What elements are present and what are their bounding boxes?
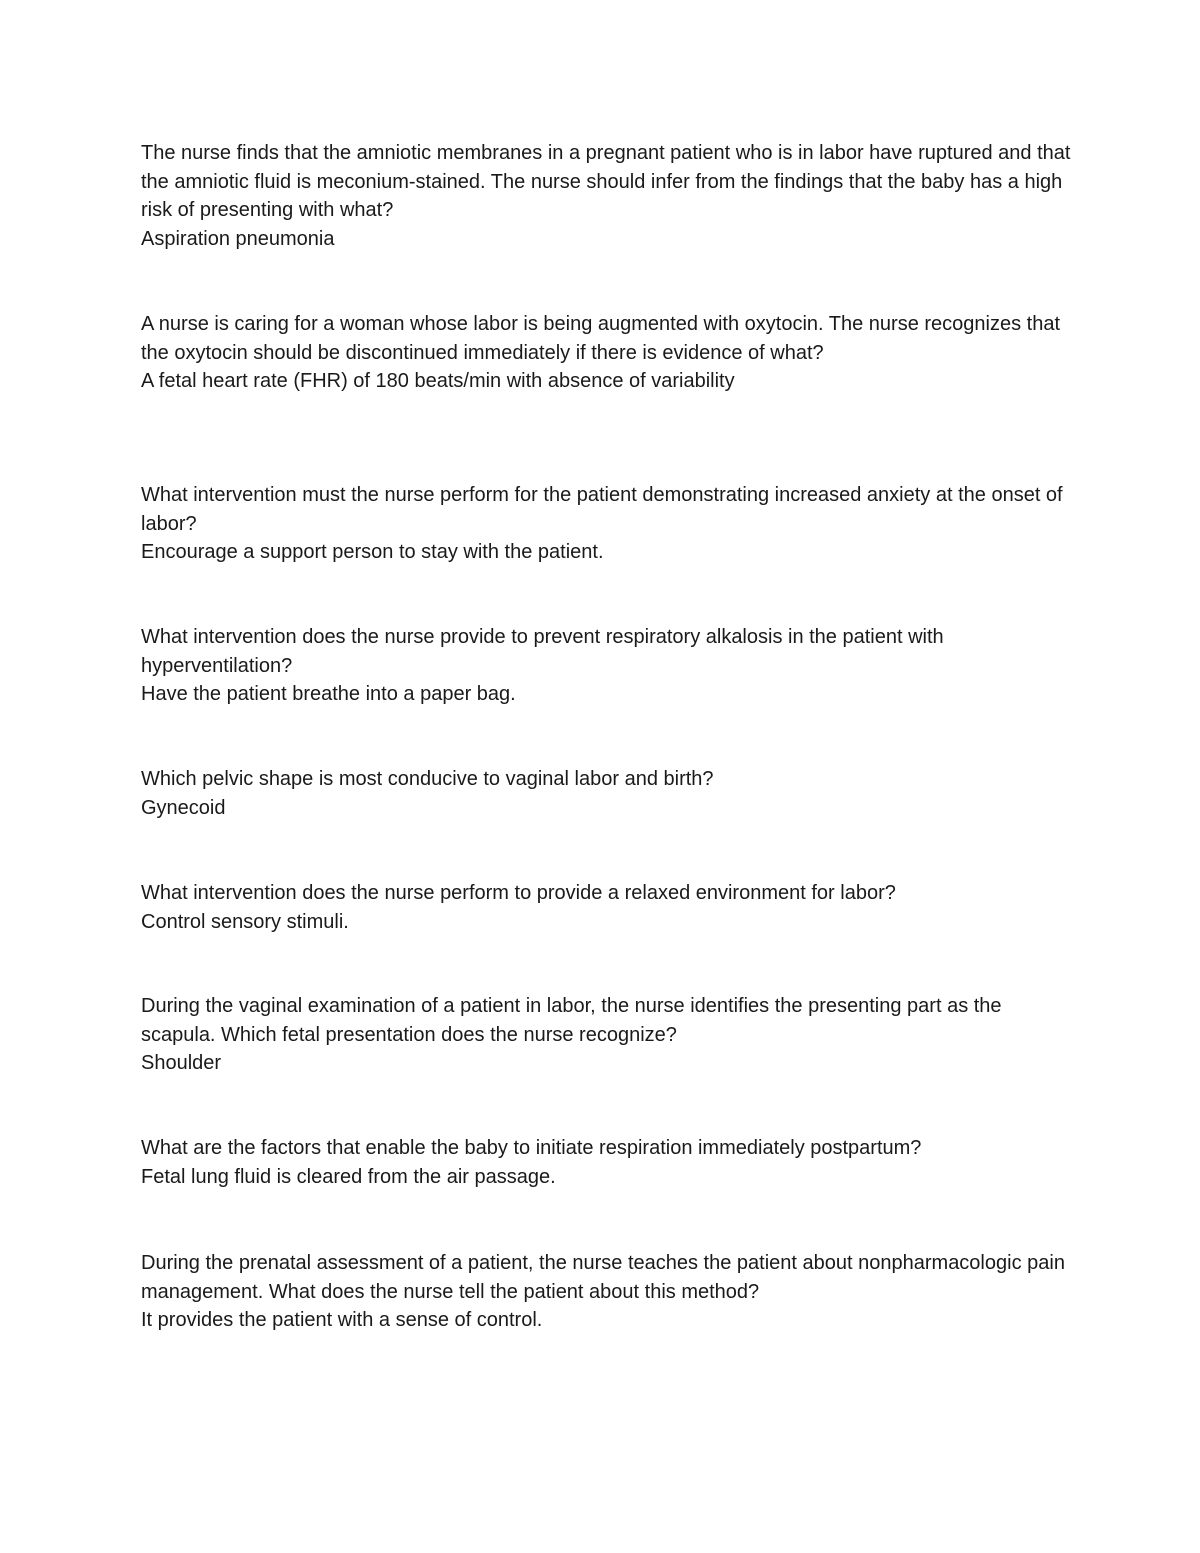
question-text: What are the factors that enable the baby to initiate respiration immediately postpartum?: [141, 1137, 922, 1159]
answer-text: Fetal lung fluid is cleared from the air passage.: [141, 1165, 556, 1188]
question-text: During the prenatal assessment of a patient, the nurse teaches the patient about nonpharmacologic pain management. What does the nurse tell the patient about this method?: [141, 1252, 1065, 1303]
qa-item-2: [141, 310, 1071, 396]
answer-text: Have the patient breathe into a paper bag.: [141, 683, 516, 706]
qa-item-1: [141, 139, 1071, 253]
question-text: What intervention does the nurse perform to provide a relaxed environment for labor?: [141, 882, 896, 904]
answer-text: Gynecoid: [141, 796, 226, 819]
answer-text: Shoulder: [141, 1052, 222, 1075]
qa-item-7: [141, 992, 1071, 1078]
qa-item-8: [141, 1134, 1071, 1191]
answer-text: Aspiration pneumonia: [141, 227, 335, 250]
answer-text: Control sensory stimuli.: [141, 910, 349, 933]
question-text: What intervention does the nurse provide to prevent respiratory alkalosis in the patient with hyperventilation?: [141, 626, 944, 677]
qa-item-5: [141, 765, 1071, 822]
question-text: What intervention must the nurse perform for the patient demonstrating increased anxiety at the onset of labor?: [141, 484, 1063, 535]
qa-item-3: [141, 481, 1071, 567]
answer-text: It provides the patient with a sense of control.: [141, 1309, 543, 1332]
question-text: Which pelvic shape is most conducive to vaginal labor and birth?: [141, 768, 714, 790]
question-text: During the vaginal examination of a patient in labor, the nurse identifies the presenting part as the scapula. Which fetal presentation does the nurse recognize?: [141, 995, 1002, 1046]
answer-text: Encourage a support person to stay with the patient.: [141, 541, 604, 564]
qa-item-4: [141, 623, 1071, 709]
qa-item-9: [141, 1249, 1071, 1335]
question-text: The nurse finds that the amniotic membranes in a pregnant patient who is in labor have ruptured and that the amniotic fluid is meconium-stained. The nurse should infer from the findings that the baby has a high risk of presenting with what?: [141, 142, 1071, 222]
answer-text: A fetal heart rate (FHR) of 180 beats/min with absence of variability: [141, 370, 735, 393]
qa-item-6: [141, 879, 1071, 936]
question-text: A nurse is caring for a woman whose labor is being augmented with oxytocin. The nurse recognizes that the oxytocin should be discontinued immediately if there is evidence of what?: [141, 313, 1061, 364]
